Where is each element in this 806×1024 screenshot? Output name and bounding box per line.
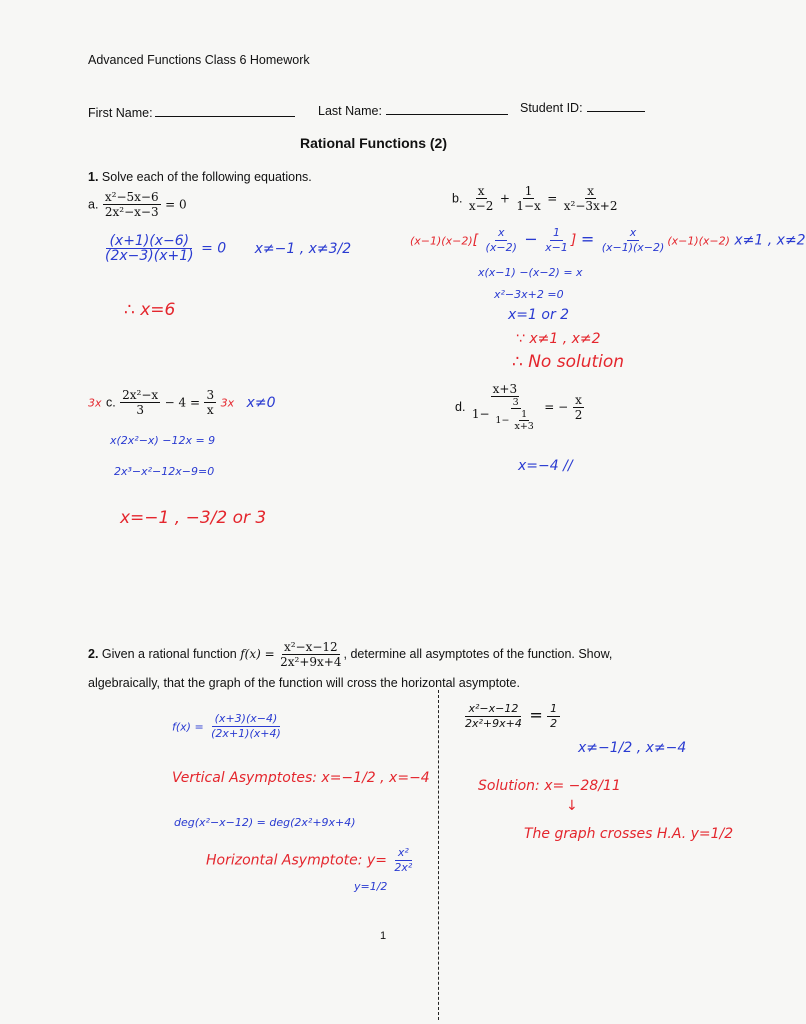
q1b-term1-den: x−2 (468, 199, 494, 213)
q1b-multiplier-2: (x−1)(x−2) (667, 234, 730, 248)
q2-ha-final: y=1/2 (354, 880, 388, 893)
q2-prompt-c: algebraically, that the graph of the function will cross the horizontal asymptote. (88, 676, 520, 690)
q1c-term2-num: 3 (206, 388, 215, 402)
q2-prompt-b: , determine all asymptotes of the function. Show, (343, 646, 613, 661)
q1c-equation (88, 388, 275, 417)
q1a-work-den: (2x−3)(x+1) (105, 248, 194, 264)
q1a-label: a. (88, 197, 99, 212)
last-name-field (318, 104, 508, 118)
q1b-work-term3-den: (x−1)(x−2) (601, 241, 665, 254)
q2-number: 2. (88, 646, 99, 661)
last-name-line (386, 114, 508, 115)
down-arrow-icon: ↓ (566, 798, 578, 814)
q1d-rhs: = − (544, 400, 569, 415)
q1-prompt (88, 170, 312, 184)
q1d-fraction (470, 382, 540, 432)
q2-cross-rhs-num: 1 (547, 702, 560, 717)
q1c-line1: x(2x²−x) −12x = 9 (110, 434, 216, 447)
q2-factored-num: (x+3)(x−4) (212, 712, 281, 727)
first-name-line (155, 116, 295, 117)
first-name-field (88, 106, 295, 120)
q2-vertical-asymptotes: Vertical Asymptotes: x=−1/2 , x=−4 (172, 770, 430, 786)
q1b-term2-den: 1−x (516, 199, 541, 213)
q1c-multiplier: 3x (88, 396, 102, 410)
q1c-term1 (120, 388, 160, 417)
student-id-field (520, 101, 645, 115)
q1d-inner-den (493, 409, 537, 432)
work-divider (438, 690, 439, 1020)
q1d-innermost-fraction (512, 409, 535, 432)
q2-cross-fraction (462, 702, 525, 731)
q2-right-restriction: x≠−1/2 , x≠−4 (578, 740, 687, 756)
q1c-term1-den: 3 (136, 403, 144, 417)
q2-factored-den: (2x+1)(x+4) (211, 727, 281, 740)
q2-fx: f(x) = (240, 646, 275, 661)
q1c-line2: 2x³−x²−12x−9=0 (114, 465, 215, 478)
q1d-answer: x=−4 // (518, 458, 573, 474)
q1b-line1: x(x−1) −(x−2) = x (478, 266, 583, 279)
q1c-restriction: x≠0 (246, 394, 276, 411)
q1d-den-lead: 1− (471, 407, 490, 421)
q1b-term1-num: x (477, 184, 485, 198)
q2-solution: Solution: x= −28/11 (478, 778, 621, 794)
q1b-equation (452, 184, 620, 213)
q2-factored-fraction (208, 712, 284, 741)
q1b-term3-den: x²−3x+2 (563, 199, 618, 213)
q1-number: 1. (88, 170, 99, 184)
q2-cross-rhs-den: 2 (550, 717, 558, 730)
q1a-rhs: = 0 (165, 197, 187, 212)
page-title: Rational Functions (2) (300, 135, 447, 151)
q1d-den (470, 397, 540, 432)
q1b-line3: x=1 or 2 (508, 307, 570, 323)
q1-prompt-text: Solve each of the following equations. (101, 170, 312, 184)
q1b-work-term3-num: x (627, 226, 640, 241)
q1d-inner-den-lead: 1− (495, 415, 510, 426)
q2-horizontal-asymptote (206, 846, 415, 875)
q1b-work-term3 (599, 226, 668, 255)
q1d-rhs-num: x (575, 392, 582, 407)
q1c-term1-num: 2x²−x (122, 388, 159, 402)
q2-factored (172, 712, 284, 741)
first-name-label: First Name: (88, 106, 153, 120)
q1a-equation (88, 190, 187, 219)
q2-factored-fx: f(x) = (172, 720, 204, 734)
course-title: Advanced Functions Class 6 Homework (88, 53, 310, 67)
q1b-multiplier: (x−1)(x−2) (410, 234, 473, 248)
q1c-minus: − 4 = (164, 395, 201, 410)
q1a-num: x²−5x−6 (104, 190, 159, 204)
q2-prompt-line1 (88, 640, 612, 669)
q1b-work-term2-den: x−1 (545, 241, 568, 254)
q1d-rhs-den: 2 (574, 407, 583, 422)
q1b-term2 (514, 184, 542, 213)
q1d-inner-num: 3 (512, 397, 519, 408)
q1c-label: c. (105, 395, 116, 410)
q1d-innermost-num: 1 (521, 409, 528, 420)
q1a-fraction (103, 190, 161, 219)
q2-ha-fraction (391, 846, 415, 875)
q2-prompt-a: Given a rational function (101, 646, 241, 661)
q1b-work-term1-den: (x−2) (485, 241, 517, 254)
q2-ha-den: 2x² (394, 861, 413, 874)
q1d-inner-fraction (493, 397, 537, 432)
q1a-work-fraction (102, 234, 197, 263)
q1a-den: 2x²−x−3 (104, 205, 159, 219)
q1c-term2-den: x (206, 403, 214, 417)
q2-cross-equation: $\frac{\text{x²−x−12}}{\text{2x²+9x+4}}$ = $\frac{1}{2}$ (462, 702, 560, 731)
q2-cross-rhs (547, 702, 560, 731)
q2-function-den: 2x²+9x+4 (280, 655, 342, 669)
plus-sign: + (499, 191, 510, 206)
q1b-work-term1-num: x (495, 226, 508, 241)
q1a-work-rhs: = 0 (201, 240, 227, 257)
q1a-work (102, 234, 351, 263)
q2-horizontal-label: Horizontal Asymptote: y= (206, 852, 387, 869)
q1d-innermost-den: x+3 (514, 421, 534, 432)
student-id-label: Student ID: (520, 101, 583, 115)
q2-cross-num: x²−x−12 (465, 702, 521, 717)
q1b-term3-num: x (587, 184, 595, 198)
q1d-num: x+3 (492, 382, 518, 396)
q1b-restriction: x≠1 , x≠2 (734, 232, 806, 249)
q1a-restriction: x≠−1 , x≠3/2 (254, 240, 352, 257)
q1c-answer: x=−1 , −3/2 or 3 (120, 508, 267, 528)
q1a-answer: ∴ x=6 (124, 300, 176, 320)
equals-sign: = (547, 191, 558, 206)
q1b-work-term1 (483, 226, 520, 255)
q1b-work-line: (x−1)(x−2)[ $\frac{x}{(x-2)}$ − $\frac{1}{x-1}$ ] = $\frac{x}{(x-1)(x-2)}$ (x−1)(x−2) x≠1 , x≠2 (410, 226, 806, 254)
q1b-work-term2 (542, 226, 571, 255)
q2-cross-den: 2x²+9x+4 (465, 717, 522, 730)
q1b-label: b. (452, 191, 463, 206)
q1d-label: d. (455, 400, 466, 415)
page-number: 1 (380, 930, 387, 942)
q1b-line2: x²−3x+2 =0 (494, 288, 564, 301)
q1b-work-term2-num: 1 (550, 226, 563, 241)
q1a-work-num: (x+1)(x−6) (106, 234, 192, 249)
q1d-rhs-fraction (573, 393, 585, 422)
q1b-term3 (562, 184, 620, 213)
q1b-term2-num: 1 (524, 184, 533, 198)
q1c-term2 (204, 388, 216, 417)
q2-crosses-ha: The graph crosses H.A. y=1/2 (524, 826, 734, 842)
q2-ha-num: x² (395, 846, 412, 861)
last-name-label: Last Name: (318, 104, 382, 118)
q2-degree-compare: deg(x²−x−12) = deg(2x²+9x+4) (174, 816, 356, 829)
student-id-line (587, 111, 645, 112)
q1b-line4: ∵ x≠1 , x≠2 (516, 331, 601, 347)
q1b-answer: ∴ No solution (512, 352, 625, 372)
q2-function-num: x²−x−12 (283, 640, 338, 654)
q1d-equation (455, 382, 584, 432)
q1c-multiplier-2: 3x (220, 396, 235, 410)
q1b-term1 (467, 184, 495, 213)
q2-function-fraction (278, 640, 343, 669)
